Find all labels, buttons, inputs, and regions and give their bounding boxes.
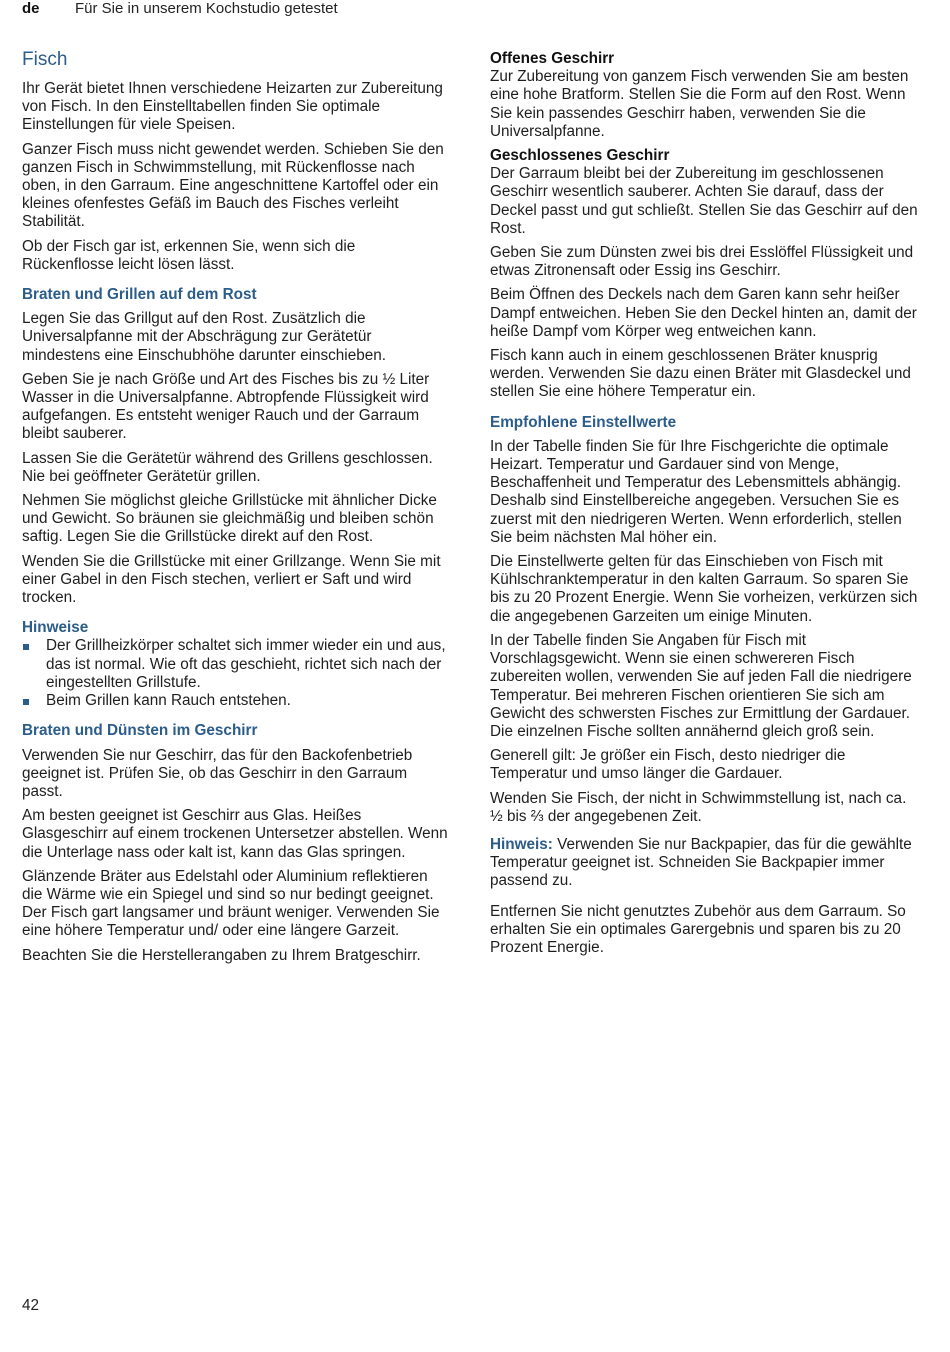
paragraph: Nehmen Sie möglichst gleiche Grillstücke mit ähnlicher Dicke und Gewicht. So bräunen sie gleichmäßig und bleiben schön saftig. Legen Sie die Grillstücke direkt auf den Rost. xyxy=(22,492,437,546)
hint-text: Verwenden Sie nur Backpapier, das für die gewählte Temperatur geeignet ist. Schneiden Sie Backpapier immer passend zu. xyxy=(490,835,912,890)
paragraph: Wenden Sie die Grillstücke mit einer Grillzange. Wenn Sie mit einer Gabel in den Fisch stechen, verliert er Saft und wird trocken. xyxy=(22,552,441,607)
list-item-text: Der Grillheizkörper schaltet sich immer wieder ein und aus, das ist normal. Wie oft das geschieht, richtet sich nach der eingestellten Grillstufe. xyxy=(46,637,446,691)
paragraph: Wenden Sie Fisch, der nicht in Schwimmstellung ist, nach ca. ½ bis ⅔ der angegebenen Zeit. xyxy=(490,789,907,825)
paragraph: Beachten Sie die Herstellerangaben zu Ihrem Bratgeschirr. xyxy=(22,946,421,964)
paragraph: Legen Sie das Grillgut auf den Rost. Zusätzlich die Universalpfanne mit der Abschrägung zur Gerätetür mindestens eine Einschubhöhe darunter einschieben. xyxy=(22,310,386,364)
subheading-open-dish: Offenes Geschirr xyxy=(490,50,615,67)
bullet-square-icon xyxy=(23,644,29,650)
page-number: 42 xyxy=(22,1297,40,1314)
list-item-text: Beim Grillen kann Rauch entstehen. xyxy=(46,692,291,710)
subheading-grill: Braten und Grillen auf dem Rost xyxy=(22,286,257,304)
left-column xyxy=(22,48,450,971)
paragraph: Beim Öffnen des Deckels nach dem Garen kann sehr heißer Dampf entweichen. Heben Sie den Deckel hinten an, damit der heiße Dampf vom Körper weg entweichen kann. xyxy=(490,286,917,340)
subheading-dish: Braten und Dünsten im Geschirr xyxy=(22,722,258,740)
paragraph: Verwenden Sie nur Geschirr, das für den Backofenbetrieb geeignet ist. Prüfen Sie, ob das Geschirr in den Garraum passt. xyxy=(22,746,413,800)
paragraph: Ob der Fisch gar ist, erkennen Sie, wenn sich die Rückenflosse leicht lösen lässt. xyxy=(22,237,356,273)
paragraph: Der Garraum bleibt bei der Zubereitung im geschlossenen Geschirr wesentlich sauberer. Achten Sie darauf, dass der Deckel passt und gut schließt. Stellen Sie das Geschirr auf den Rost. xyxy=(490,165,918,237)
paragraph: Geben Sie zum Dünsten zwei bis drei Esslöffel Flüssigkeit und etwas Zitronensaft oder Essig ins Geschirr. xyxy=(490,244,914,280)
paragraph: Geben Sie je nach Größe und Art des Fisches bis zu ½ Liter Wasser in die Universalpfanne. Abtropfende Flüssigkeit wird aufgefangen. Es entsteht weniger Rauch und der Garraum bleibt sauberer. xyxy=(22,370,430,443)
paragraph: Ganzer Fisch muss nicht gewendet werden. Schieben Sie den ganzen Fisch in Schwimmstellung, mit Rückenflosse nach oben, in den Garraum. Eine angeschnittene Kartoffel oder ein kleines ofenfestes Gefäß im Bauch des Fisches verleiht Stabilität. xyxy=(22,140,444,231)
paragraph: Entfernen Sie nicht genutztes Zubehör aus dem Garraum. So erhalten Sie ein optimales Garergebnis und sparen bis zu 20 Prozent Energie. xyxy=(490,902,906,956)
subheading-notes: Hinweise xyxy=(22,619,89,637)
list-item xyxy=(22,692,450,710)
hint-label: Hinweis: xyxy=(490,835,553,853)
list-item xyxy=(22,637,450,692)
paragraph: Am besten geeignet ist Geschirr aus Glas. Heißes Glasgeschirr auf einem trockenen Untersetzer abstellen. Wenn die Unterlage nass oder kalt ist, kann das Glas springen. xyxy=(22,807,448,861)
bullet-square-icon xyxy=(23,699,29,705)
notes-list xyxy=(22,637,450,710)
paragraph: Glänzende Bräter aus Edelstahl oder Aluminium reflektieren die Wärme wie ein Spiegel und sind so nur bedingt geeignet. Der Fisch gart langsamer und bräunt weniger. Verwenden Sie eine höhere Temperatur und/ oder eine längere Garzeit. xyxy=(22,867,440,940)
paragraph: Ihr Gerät bietet Ihnen verschiedene Heizarten zur Zubereitung von Fisch. In den Einstelltabellen finden Sie optimale Einstellungen für viele Speisen. xyxy=(22,80,443,134)
paragraph: In der Tabelle finden Sie Angaben für Fisch mit Vorschlagsgewicht. Wenn sie einen schwereren Fisch zubereiten wollen, verwenden Sie auf jeden Fall die niedrigere Temperatur. Bei mehreren Fischen orientieren Sie sich am Gewicht des schwersten Fisches zur Ermittlung der Gardauer. Die einzelnen Fische sollten annähernd gleich groß sein. xyxy=(490,631,912,740)
subheading-closed-dish: Geschlossenes Geschirr xyxy=(490,147,670,165)
paragraph: Zur Zubereitung von ganzem Fisch verwenden Sie am besten eine hohe Bratform. Stellen Sie die Form auf den Rost. Wenn Sie kein passendes Geschirr haben, verwenden Sie die Universalpfanne. xyxy=(490,68,909,140)
running-title: Für Sie in unserem Kochstudio getestet xyxy=(75,0,338,17)
language-tag: de xyxy=(22,0,40,17)
hint-paragraph xyxy=(490,836,922,891)
paragraph: Generell gilt: Je größer ein Fisch, desto niedriger die Temperatur und umso länger die Gardauer. xyxy=(490,747,846,783)
subheading-settings: Empfohlene Einstellwerte xyxy=(490,413,677,431)
paragraph: Lassen Sie die Gerätetür während des Grillens geschlossen. Nie bei geöffneter Gerätetür grillen. xyxy=(22,449,433,485)
paragraph: Fisch kann auch in einem geschlossenen Bräter knusprig werden. Verwenden Sie dazu einen Bräter mit Glasdeckel und stellen Sie eine höhere Temperatur ein. xyxy=(490,347,911,401)
paragraph: In der Tabelle finden Sie für Ihre Fischgerichte die optimale Heizart. Temperatur und Gardauer sind von Menge, Beschaffenheit und Temperatur des Lebensmittels abhängig. Deshalb sind Einstellbereiche angegeben. Versuchen Sie es zuerst mit den niedrigeren Werten. Wenn erforderlich, stellen Sie beim nächsten Mal höher ein. xyxy=(490,437,902,546)
right-column xyxy=(490,50,922,963)
paragraph: Die Einstellwerte gelten für das Einschieben von Fisch mit Kühlschranktemperatur in den kalten Garraum. So sparen Sie bis zu 20 Prozent Energie. Wenn Sie vorheizen, verkürzen sich die angegebenen Garzeiten um einige Minuten. xyxy=(490,553,918,625)
section-title: Fisch xyxy=(22,49,68,70)
